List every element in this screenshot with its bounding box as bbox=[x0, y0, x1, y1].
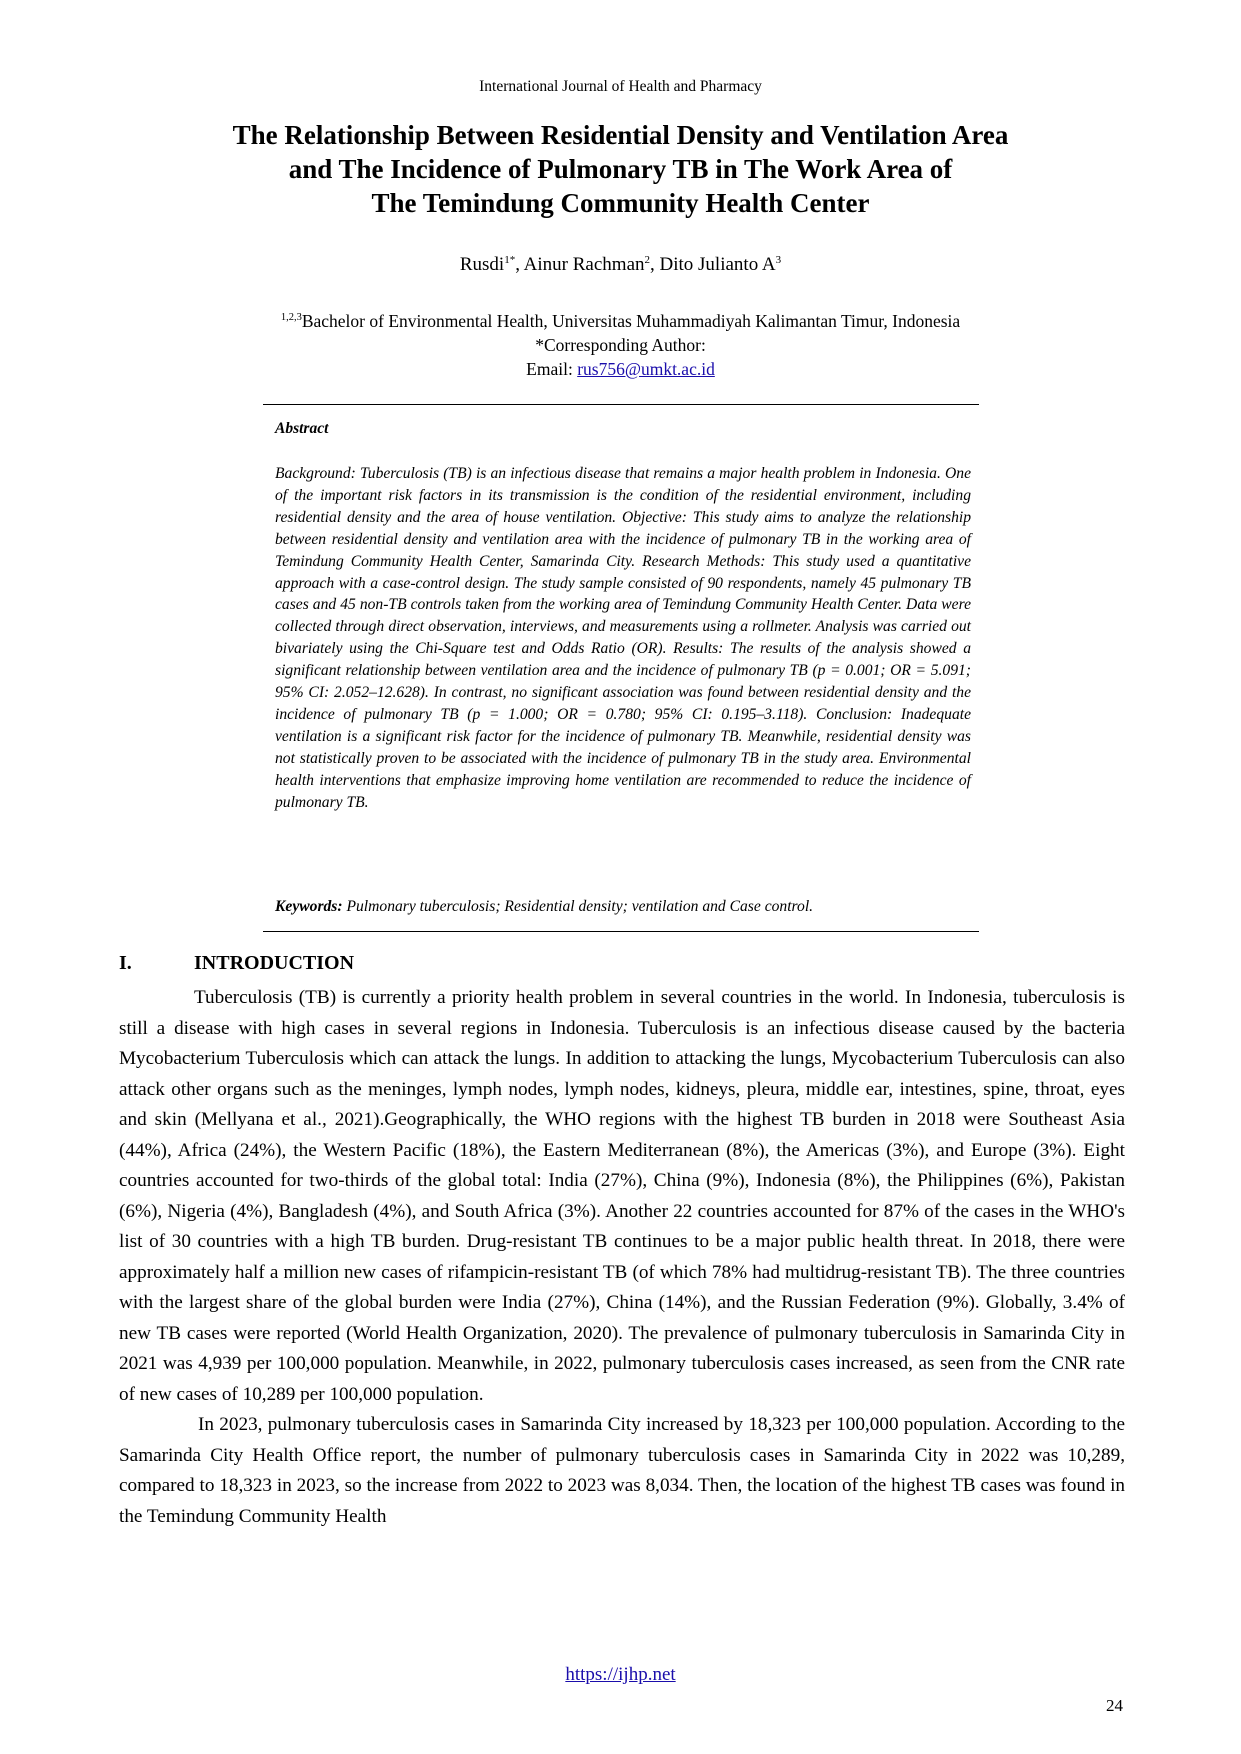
journal-header: International Journal of Health and Pharmacy bbox=[479, 78, 762, 95]
section-title: INTRODUCTION bbox=[194, 952, 355, 974]
body-text bbox=[119, 983, 1125, 1532]
email-line bbox=[0, 357, 1241, 381]
author-separator: , bbox=[515, 254, 524, 275]
affiliation-block bbox=[0, 306, 1241, 381]
abstract-heading: Abstract bbox=[275, 420, 329, 437]
affiliation-line bbox=[0, 306, 1241, 333]
keywords-text: Pulmonary tuberculosis; Residential density; ventilation and Case control. bbox=[342, 898, 814, 915]
title-line-3: The Temindung Community Health Center bbox=[371, 188, 870, 218]
abstract-bottom-rule bbox=[263, 931, 979, 932]
paragraph: Tuberculosis (TB) is currently a priority health problem in several countries in the world. In Indonesia, tuberculosis is still a disease with high cases in several regions in Indonesia. Tuberculosis is an infectious disease caused by the bacteria Mycobacterium Tuberculosis which can attack the lungs. In addition to attacking the lungs, Mycobacterium Tuberculosis can also attack other organs such as the meninges, lymph nodes, lymph nodes, kidneys, pleura, middle ear, intestines, spine, throat, eyes and skin (Mellyana et al., 2021).Geographically, the WHO regions with the highest TB burden in 2018 were Southeast Asia (44%), Africa (24%), the Western Pacific (18%), the Eastern Mediterranean (8%), the Americas (3%), and Europe (3%). Eight countries accounted for two-thirds of the global total: India (27%), China (9%), Indonesia (8%), the Philippines (6%), Pakistan (6%), Nigeria (4%), Bangladesh (4%), and South Africa (3%). Another 22 countries accounted for 87% of the cases in the WHO's list of 30 countries with a high TB burden. Drug-resistant TB continues to be a major public health threat. In 2018, there were approximately half a million new cases of rifampicin-resistant TB (of which 78% had multidrug-resistant TB). The three countries with the largest share of the global burden were India (27%), China (14%), and the Russian Federation (9%). Globally, 3.4% of new TB cases were reported (World Health Organization, 2020). The prevalence of pulmonary tuberculosis in Samarinda City in 2021 was 4,939 per 100,000 population. Meanwhile, in 2022, pulmonary tuberculosis cases increased, as seen from the CNR rate of new cases of 10,289 per 100,000 population. bbox=[119, 987, 1125, 1405]
section-heading bbox=[119, 952, 1129, 975]
abstract-body: Background: Tuberculosis (TB) is an infectious disease that remains a major health problem in Indonesia. One of the important risk factors in its transmission is the condition of the residential environment, including residential density and the area of house ventilation. Objective: This study aims to analyze the relationship between residential density and ventilation area with the incidence of pulmonary TB in the working area of Temindung Community Health Center, Samarinda City. Research Methods: This study used a quantitative approach with a case-control design. The study sample consisted of 90 respondents, namely 45 pulmonary TB cases and 45 non-TB controls taken from the working area of Temindung Community Health Center. Data were collected through direct observation, interviews, and measurements using a rollmeter. Analysis was carried out bivariately using the Chi-Square test and Odds Ratio (OR). Results: The results of the analysis showed a significant relationship between ventilation area and the incidence of pulmonary TB (p = 0.001; OR = 5.091; 95% CI: 2.052–12.628). In contrast, no significant association was found between residential density and the incidence of pulmonary TB (p = 1.000; OR = 0.780; 95% CI: 0.195–3.118). Conclusion: Inadequate ventilation is a significant risk factor for the incidence of pulmonary TB. Meanwhile, residential density was not statistically proven to be associated with the incidence of pulmonary TB in the study area. Environmental health interventions that emphasize improving home ventilation are recommended to reduce the incidence of pulmonary TB. bbox=[275, 465, 971, 811]
paragraph: In 2023, pulmonary tuberculosis cases in Samarinda City increased by 18,323 per 100,000 population. According to the Samarinda City Health Office report, the number of pulmonary tuberculosis cases in Samarinda City in 2022 was 10,289, compared to 18,323 in 2023, so the increase from 2022 to 2023 was 8,034. Then, the location of the highest TB cases was found in the Temindung Community Health bbox=[119, 1414, 1125, 1527]
author-affiliation-mark: 1* bbox=[504, 254, 516, 266]
author-list bbox=[0, 254, 1241, 276]
footer-url bbox=[0, 1664, 1241, 1686]
keywords-label: Keywords: bbox=[275, 898, 343, 915]
affiliation-mark: 1,2,3 bbox=[280, 312, 302, 323]
affiliation-text: Bachelor of Environmental Health, Universitas Muhammadiyah Kalimantan Timur, Indonesia bbox=[301, 311, 961, 331]
email-link[interactable]: rus756@umkt.ac.id bbox=[577, 359, 715, 379]
email-label: Email: bbox=[526, 359, 578, 379]
title-line-2: and The Incidence of Pulmonary TB in The Work Area of bbox=[288, 154, 953, 184]
author-name: Ainur Rachman bbox=[523, 254, 645, 275]
author-affiliation-mark: 2 bbox=[644, 254, 650, 266]
page-number: 24 bbox=[1106, 1696, 1123, 1715]
keywords-line bbox=[275, 898, 971, 916]
abstract-top-rule bbox=[263, 404, 979, 405]
footer-link[interactable]: https://ijhp.net bbox=[565, 1664, 676, 1685]
author-separator: , bbox=[650, 254, 660, 275]
author-affiliation-mark: 3 bbox=[775, 254, 782, 266]
author-name: Dito Julianto A bbox=[659, 254, 776, 275]
corresponding-author-label: *Corresponding Author: bbox=[535, 335, 706, 355]
section-number: I. bbox=[119, 952, 132, 974]
title-line-1: The Relationship Between Residential Density and Ventilation Area bbox=[232, 120, 1009, 150]
author-name: Rusdi bbox=[459, 254, 505, 275]
paper-title bbox=[150, 118, 1091, 220]
